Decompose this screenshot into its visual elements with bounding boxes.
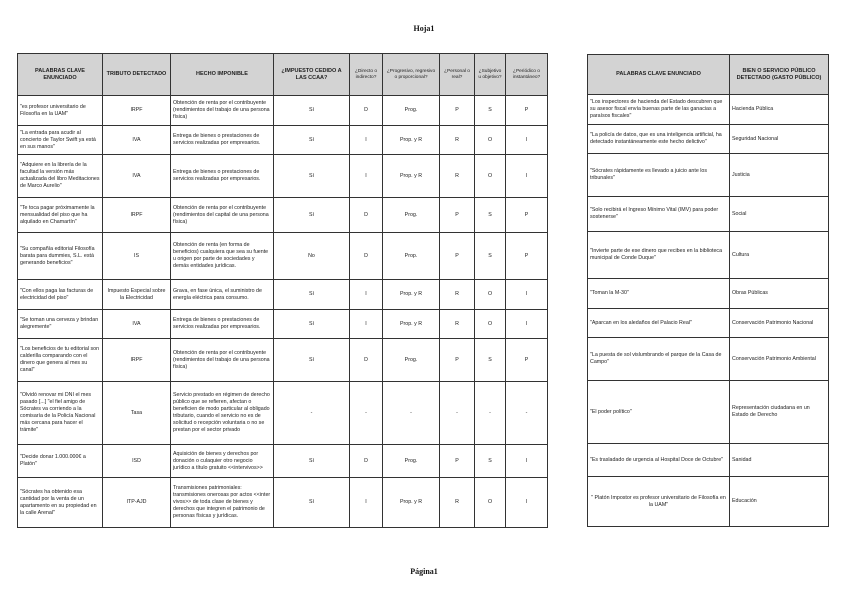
table-row <box>588 95 829 125</box>
cell-subjective-objective: S <box>475 233 506 280</box>
cell-public-good: Obras Públicas <box>730 279 829 309</box>
cell-tax: IRPF <box>103 339 171 382</box>
cell-tax: IRPF <box>103 96 171 126</box>
cell-ceded-to-ccaa: Sí <box>274 445 350 478</box>
header-taxable-event: HECHO IMPONIBLE <box>171 54 274 96</box>
cell-personal-real: R <box>440 478 475 528</box>
header-tax: TRIBUTO DETECTADO <box>103 54 171 96</box>
cell-ceded-to-ccaa: Sí <box>274 126 350 155</box>
cell-keywords: "Se toman una cerveza y brindan alegremente" <box>18 310 103 339</box>
cell-keywords: "Los beneficios de tu editorial son calderilla comparando con el dinero que genera al mes su canal" <box>18 339 103 382</box>
cell-periodic-instant: I <box>506 445 548 478</box>
cell-tax: ITP-AJD <box>103 478 171 528</box>
cell-tax: IVA <box>103 310 171 339</box>
cell-taxable-event: Aquisición de bienes y derechos por donación o culaquier otro negocio jurídico a título gratuito <<intervivos>> <box>171 445 274 478</box>
tax-table <box>17 53 548 528</box>
header-keywords: PALABRAS CLAVE ENUNCIADO <box>588 55 730 95</box>
cell-direct-indirect: D <box>350 339 383 382</box>
cell-taxable-event: Obtención de renta por el contribuyente (rendimientos del trabajo de una persona física) <box>171 339 274 382</box>
cell-public-good: Social <box>730 197 829 232</box>
header-public-good: BIEN O SERVICIO PÚBLICO DETECTADO (GASTO PÚBLICO) <box>730 55 829 95</box>
cell-personal-real: P <box>440 233 475 280</box>
cell-keywords: "La entrada para acudir al concierto de Taylor Swift ya está en sus manos" <box>18 126 103 155</box>
cell-taxable-event: Transmisiones patrimoniales: transmisiones onerosas por actos <<inter vivos>> de toda clase de bienes y derechos que integren el patrimonio de personas físicas y jurídicas. <box>171 478 274 528</box>
cell-taxable-event: Entrega de bienes o prestaciones de servicios realizadas por empresarios. <box>171 126 274 155</box>
cell-tax: IVA <box>103 126 171 155</box>
header-progressive: ¿Progresivo, regresivo o proporcional? <box>383 54 440 96</box>
cell-personal-real: R <box>440 280 475 310</box>
cell-keywords: "es profesor universitario de Filosofía en la UAM" <box>18 96 103 126</box>
cell-public-good: Educación <box>730 477 829 527</box>
cell-periodic-instant: - <box>506 382 548 445</box>
header-keywords: PALABRAS CLAVE ENUNCIADO <box>18 54 103 96</box>
cell-keywords: "Sócrates rápidamente es llevado a juicio ante los tribunales" <box>588 154 730 197</box>
cell-periodic-instant: I <box>506 155 548 198</box>
cell-subjective-objective: O <box>475 155 506 198</box>
cell-ceded-to-ccaa: No <box>274 233 350 280</box>
cell-keywords: "Es trasladado de urgencia al Hospital Doce de Octubre" <box>588 444 730 477</box>
cell-direct-indirect: I <box>350 126 383 155</box>
cell-keywords: "Decide donar 1.000.000€ a Platón" <box>18 445 103 478</box>
table-row <box>18 310 548 339</box>
cell-direct-indirect: D <box>350 233 383 280</box>
cell-progressive: Prop. y R <box>383 155 440 198</box>
cell-ceded-to-ccaa: Sí <box>274 339 350 382</box>
cell-public-good: Conservación Patrimonio Nacional <box>730 309 829 338</box>
page-footer: Página1 <box>410 567 438 576</box>
cell-public-good: Seguridad Nacional <box>730 125 829 154</box>
table-row <box>18 155 548 198</box>
cell-personal-real: R <box>440 126 475 155</box>
cell-periodic-instant: I <box>506 126 548 155</box>
cell-public-good: Justicia <box>730 154 829 197</box>
table-row <box>588 154 829 197</box>
cell-keywords: "El poder político" <box>588 381 730 444</box>
table-row <box>18 126 548 155</box>
cell-personal-real: P <box>440 339 475 382</box>
cell-subjective-objective: O <box>475 310 506 339</box>
cell-direct-indirect: - <box>350 382 383 445</box>
cell-subjective-objective: S <box>475 96 506 126</box>
sheet-title: Hoja1 <box>413 24 435 33</box>
cell-taxable-event: Obtención de renta por el contribuyente (rendimientos del trabajo de una persona física) <box>171 96 274 126</box>
cell-tax: IS <box>103 233 171 280</box>
cell-personal-real: - <box>440 382 475 445</box>
cell-direct-indirect: D <box>350 96 383 126</box>
cell-keywords: "Su compañía editorial Filosofía barata para dummies, S.L. está generando beneficios" <box>18 233 103 280</box>
table-row <box>588 197 829 232</box>
cell-direct-indirect: D <box>350 198 383 233</box>
table-row <box>588 309 829 338</box>
header-direct-indirect: ¿Directo o indirecto? <box>350 54 383 96</box>
cell-ceded-to-ccaa: Sí <box>274 310 350 339</box>
cell-periodic-instant: I <box>506 310 548 339</box>
cell-progressive: - <box>383 382 440 445</box>
cell-public-good: Conservación Patrimonio Ambiental <box>730 338 829 381</box>
table-row <box>588 338 829 381</box>
cell-progressive: Prog. <box>383 198 440 233</box>
cell-progressive: Prop. y R <box>383 280 440 310</box>
cell-personal-real: P <box>440 445 475 478</box>
cell-taxable-event: Entrega de bienes o prestaciones de servicios realizadas por empresarios. <box>171 310 274 339</box>
cell-ceded-to-ccaa: Sí <box>274 478 350 528</box>
table-row <box>18 198 548 233</box>
cell-taxable-event: Grava, en fase única, el suministro de energía eléctrica para consumo. <box>171 280 274 310</box>
cell-subjective-objective: - <box>475 382 506 445</box>
cell-keywords: "Adquiere en la librería de la facultad la versión más actualizada del libro Meditaciones de Marco Aurelio" <box>18 155 103 198</box>
cell-ceded-to-ccaa: Sí <box>274 96 350 126</box>
table-row <box>18 96 548 126</box>
cell-keywords: "Solo recibirá el Ingreso Mínimo Vital (IMV) para poder sostenerse" <box>588 197 730 232</box>
cell-subjective-objective: O <box>475 126 506 155</box>
cell-keywords: " Platón Impostor es profesor universitario de Filosofía en la UAM" <box>588 477 730 527</box>
cell-keywords: "Aparcan en los aledaños del Palacio Real" <box>588 309 730 338</box>
header-ceded-to-ccaa: ¿IMPUESTO CEDIDO A LAS CCAA? <box>274 54 350 96</box>
cell-keywords: "Olvidó renovar mi DNI el mes pasado [...] "el fiel amigo de Sócrates va corriendo a la comisaría de la Policía Nacional más cercana para hacer el trámite" <box>18 382 103 445</box>
cell-personal-real: P <box>440 198 475 233</box>
cell-direct-indirect: D <box>350 445 383 478</box>
cell-subjective-objective: S <box>475 339 506 382</box>
cell-keywords: "Sócrates ha obtenido esa cantidad por la venta de un apartamento en su propiedad en la calle Arenal" <box>18 478 103 528</box>
header-subjective-objective: ¿Subjetivo u objetivo? <box>475 54 506 96</box>
table-row <box>588 444 829 477</box>
table-row <box>588 232 829 279</box>
cell-subjective-objective: O <box>475 280 506 310</box>
cell-progressive: Prog. <box>383 96 440 126</box>
table-row <box>18 445 548 478</box>
cell-tax: IRPF <box>103 198 171 233</box>
cell-progressive: Prog. <box>383 445 440 478</box>
cell-tax: Tasa <box>103 382 171 445</box>
cell-direct-indirect: I <box>350 478 383 528</box>
cell-direct-indirect: I <box>350 155 383 198</box>
cell-public-good: Sanidad <box>730 444 829 477</box>
public-spending-table <box>587 54 829 527</box>
cell-keywords: "La policía de datos, que es una inteligencia artificial, ha detectado instantáneamente este hecho delictivo" <box>588 125 730 154</box>
cell-keywords: "Los inspectores de hacienda del Estado descubren que su asesor fiscal envía buenas parte de las ganacias a paraísos fiscales" <box>588 95 730 125</box>
cell-progressive: Prop. y R <box>383 478 440 528</box>
cell-taxable-event: Servicio prestado en régimen de derecho público que se refieren, afectan o beneficien de modo particular al obligado tributario, cuando el servicio no es de solicitud o recepción voluntaria o no se prestan por el sector privado <box>171 382 274 445</box>
cell-keywords: "Con ellos paga las facturas de electricidad del piso" <box>18 280 103 310</box>
table-row <box>588 279 829 309</box>
cell-ceded-to-ccaa: - <box>274 382 350 445</box>
cell-public-good: Hacienda Pública <box>730 95 829 125</box>
cell-keywords: "Toman la M-30" <box>588 279 730 309</box>
cell-tax: ISD <box>103 445 171 478</box>
cell-public-good: Cultura <box>730 232 829 279</box>
cell-periodic-instant: I <box>506 478 548 528</box>
cell-taxable-event: Entrega de bienes o prestaciones de servicios realizadas por empresarios. <box>171 155 274 198</box>
cell-ceded-to-ccaa: Sí <box>274 198 350 233</box>
cell-keywords: "La puesta de sol vislumbrando el parque de la Casa de Campo" <box>588 338 730 381</box>
cell-personal-real: R <box>440 310 475 339</box>
cell-ceded-to-ccaa: Sí <box>274 280 350 310</box>
cell-personal-real: P <box>440 96 475 126</box>
cell-subjective-objective: O <box>475 478 506 528</box>
table-row <box>588 125 829 154</box>
cell-tax: IVA <box>103 155 171 198</box>
cell-progressive: Prop. <box>383 233 440 280</box>
cell-progressive: Prop. y R <box>383 126 440 155</box>
table-row <box>588 381 829 444</box>
cell-tax: Impuesto Especial sobre la Electricidad <box>103 280 171 310</box>
cell-subjective-objective: S <box>475 198 506 233</box>
cell-keywords: "Invierte parte de ese dinero que recibes en la biblioteca municipal de Conde Duque" <box>588 232 730 279</box>
cell-public-good: Representación ciudadana en un Estado de Derecho <box>730 381 829 444</box>
cell-taxable-event: Obtención de renta (en forma de beneficios) cualquiera que sea su fuente u origen por parte de sociedades y demás entidades jurídicas. <box>171 233 274 280</box>
cell-progressive: Prop. y R <box>383 310 440 339</box>
table-row <box>18 233 548 280</box>
table-row <box>588 477 829 527</box>
cell-periodic-instant: I <box>506 280 548 310</box>
cell-direct-indirect: I <box>350 310 383 339</box>
header-personal-real: ¿Personal o real? <box>440 54 475 96</box>
cell-ceded-to-ccaa: Sí <box>274 155 350 198</box>
cell-periodic-instant: P <box>506 233 548 280</box>
table-row <box>18 382 548 445</box>
header-periodic-instant: ¿Periódico o instantáneo? <box>506 54 548 96</box>
table-row <box>18 280 548 310</box>
cell-periodic-instant: P <box>506 339 548 382</box>
table-row <box>18 339 548 382</box>
cell-subjective-objective: S <box>475 445 506 478</box>
cell-progressive: Prog. <box>383 339 440 382</box>
cell-direct-indirect: I <box>350 280 383 310</box>
cell-taxable-event: Obtención de renta por el contribuyente (rendimientos del capital de una persona física) <box>171 198 274 233</box>
table-row <box>18 478 548 528</box>
cell-periodic-instant: P <box>506 198 548 233</box>
cell-personal-real: R <box>440 155 475 198</box>
cell-keywords: "Te toca pagar próximamente la mensualidad del piso que ha alquilado en Chamartín" <box>18 198 103 233</box>
cell-periodic-instant: P <box>506 96 548 126</box>
